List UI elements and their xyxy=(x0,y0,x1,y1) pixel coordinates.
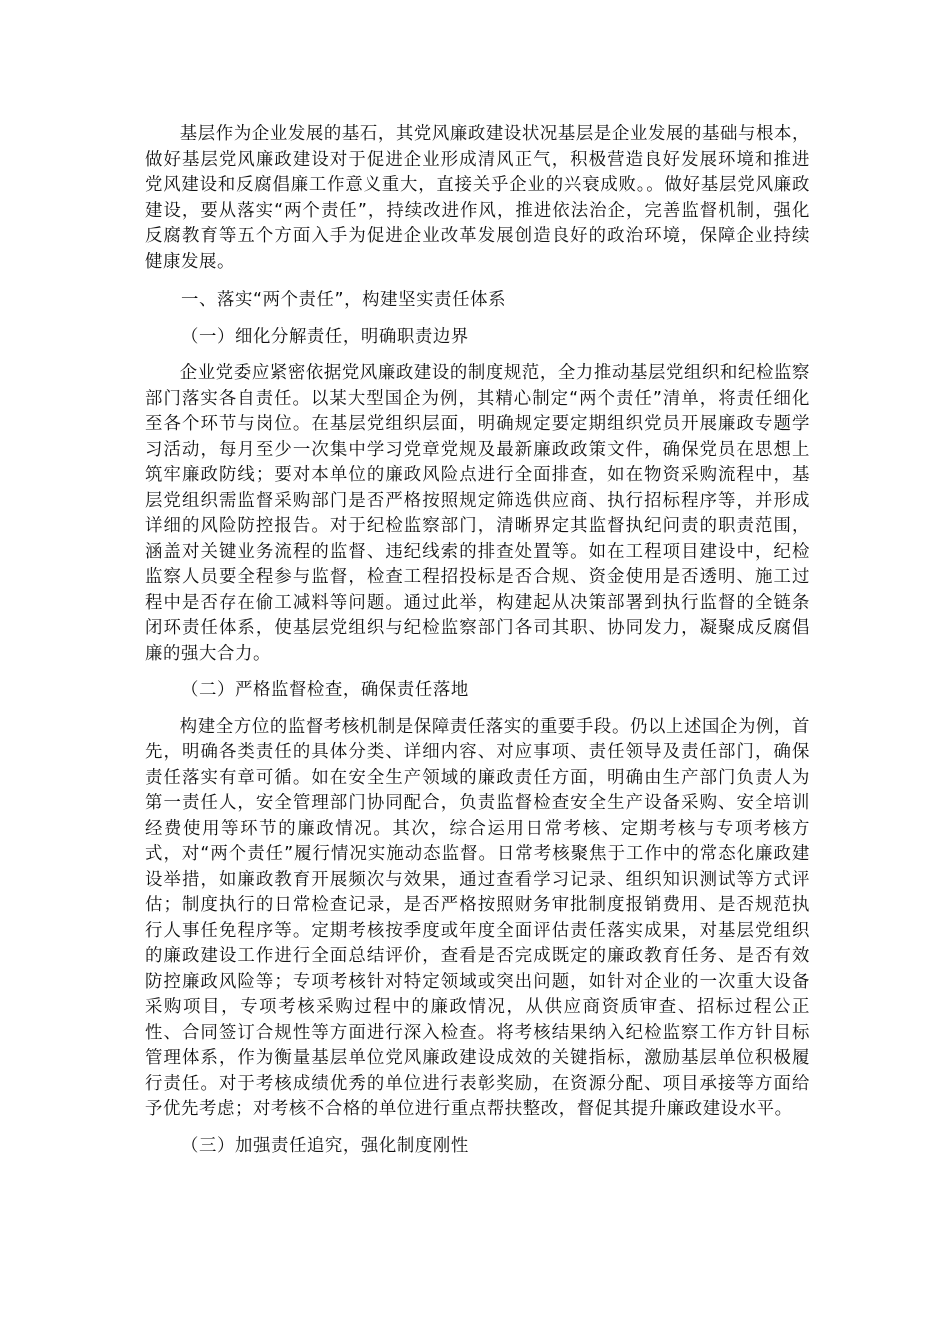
subsection-2-heading: （二）严格监督检查，确保责任落地 xyxy=(181,680,469,700)
section-1-heading: 一、落实“两个责任”，构建坚实责任体系 xyxy=(181,290,507,310)
subsection-2-body: 构建全方位的监督考核机制是保障责任落实的重要手段。仍以上述国企为例，首先，明确各类责任的具体分类、详细内容、对应事项、责任领导及责任部门，确保责任落实有章可循。如在安全生产领域的廉政责任方面，明确由生产部门负责人为第一责任人，安全管理部门协同配合，负责监督检查安全生产设备采购、安全培训经费使用等环节的廉政情况。其次，综合运用日常考核、定期考核与专项考核方式，对“两个责任”履行情况实施动态监督。日常考核聚焦于工作中的常态化廉政建设举措，如廉政教育开展频次与效果，通过查看学习记录、组织知识测试等方式评估；制度执行的日常检查记录，是否严格按照财务审批制度报销费用、是否规范执行人事任免程序等。定期考核按季度或年度全面评估责任落实成果，对基层党组织的廉政建设工作进行全面总结评价，查看是否完成既定的廉政教育任务、是否有效防控廉政风险等；专项考核针对特定领域或突出问题，如针对企业的一次重大设备采购项目，专项考核采购过程中的廉政情况，从供应商资质审查、招标过程公正性、合同签订合规性等方面进行深入检查。将考核结果纳入纪检监察工作方针目标管理体系，作为衡量基层单位党风廉政建设成效的关键指标，激励基层单位积极履行责任。对于考核成绩优秀的单位进行表彰奖励，在资源分配、项目承接等方面给予优先考虑；对考核不合格的单位进行重点帮扶整改，督促其提升廉政建设水平。 xyxy=(145,716,810,1119)
document-page xyxy=(145,122,810,1159)
subsection-1-heading: （一）细化分解责任，明确职责边界 xyxy=(181,326,469,347)
intro-paragraph: 基层作为企业发展的基石，其党风廉政建设状况基层是企业发展的基础与根本，做好基层党风廉政建设对于促进企业形成清风正气，积极营造良好发展环境和推进党风建设和反腐倡廉工作意义重大，直接关乎企业的兴衰成败。。做好基层党风廉政建设，要从落实“两个责任”，持续改进作风，推进依法治企，完善监督机制，强化反腐教育等五个方面入手为促进企业改革发展创造良好的政治环境，保障企业持续健康发展。 xyxy=(145,124,810,272)
subsection-3-heading: （三）加强责任追究，强化制度刚性 xyxy=(181,1135,469,1156)
subsection-1-body: 企业党委应紧密依据党风廉政建设的制度规范，全力推动基层党组织和纪检监察部门落实各自责任。以某大型国企为例，其精心制定“两个责任”清单，将责任细化至各个环节与岗位。在基层党组织层面，明确规定要定期组织党员开展廉政专题学习活动，每月至少一次集中学习党章党规及最新廉政政策文件，确保党员在思想上筑牢廉政防线；要对本单位的廉政风险点进行全面排查，如在物资采购流程中，基层党组织需监督采购部门是否严格按照规定筛选供应商、执行招标程序等，并形成详细的风险防控报告。对于纪检监察部门，清晰界定其监督执纪问责的职责范围，涵盖对关键业务流程的监督、违纪线索的排查处置等。如在工程项目建设中，纪检监察人员要全程参与监督，检查工程招投标是否合规、资金使用是否透明、施工过程中是否存在偷工减料等问题。通过此举，构建起从决策部署到执行监督的全链条闭环责任体系，使基层党组织与纪检监察部门各司其职、协同发力，凝聚成反腐倡廉的强大合力。 xyxy=(145,363,810,664)
